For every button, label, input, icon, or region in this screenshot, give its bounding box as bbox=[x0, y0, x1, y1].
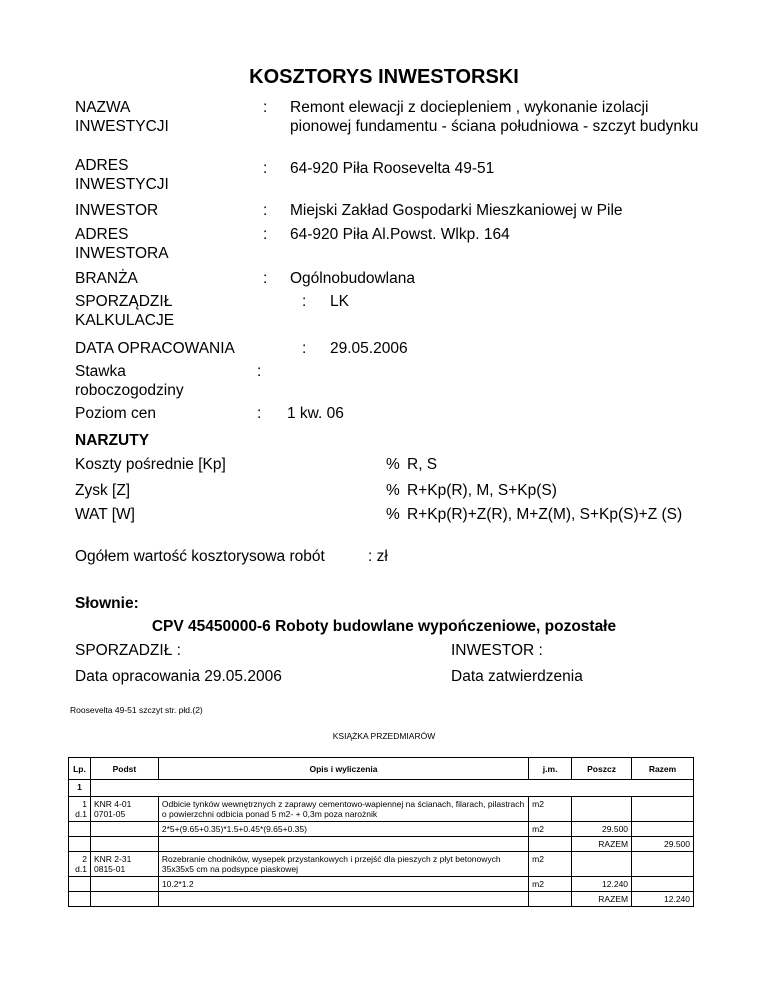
branza-value: Ogólnobudowlana bbox=[290, 270, 415, 287]
narzuty-heading: NARZUTY bbox=[75, 432, 150, 449]
colon: : bbox=[263, 202, 268, 219]
item-razem bbox=[632, 797, 694, 822]
item-opis: Rozebranie chodników, wysepek przystankowych i przejść dla pieszych z płyt betonowych 35x35x5 cm na podsypce piaskowej bbox=[158, 852, 528, 877]
item-razem bbox=[632, 877, 694, 892]
stawka-label: Stawka roboczogodziny bbox=[75, 363, 184, 399]
adres-inwestora-label: ADRES INWESTORA bbox=[75, 226, 169, 262]
nazwa-value: Remont elewacji z dociepleniem , wykonanie izolacji pionowej fundamentu - ściana południowa - szczyt budynku bbox=[290, 99, 699, 135]
przedmiar-table bbox=[68, 757, 694, 907]
colon: : bbox=[302, 293, 307, 310]
adres-inwestycji-label: ADRES INWESTYCJI bbox=[75, 157, 169, 193]
data-opracowania-signature: Data opracowania 29.05.2006 bbox=[75, 668, 282, 685]
narzut-label: WAT [W] bbox=[75, 506, 135, 523]
data-zatwierdzenia: Data zatwierdzenia bbox=[451, 668, 583, 685]
item-calc: 10.2*1.2 bbox=[158, 877, 528, 892]
razem-label: RAZEM bbox=[572, 837, 632, 852]
item-poszcz bbox=[572, 852, 632, 877]
table-row bbox=[69, 822, 694, 837]
colon: : bbox=[263, 99, 268, 116]
colon: : bbox=[263, 226, 268, 243]
col-header-jm: j.m. bbox=[529, 758, 572, 780]
empty-cell bbox=[69, 877, 91, 892]
narzut-label: Zysk [Z] bbox=[75, 482, 131, 499]
ogolem-unit: : zł bbox=[368, 548, 388, 565]
item-razem bbox=[632, 852, 694, 877]
table-row bbox=[69, 797, 694, 822]
item-jm: m2 bbox=[529, 797, 572, 822]
col-header-razem: Razem bbox=[632, 758, 694, 780]
empty-cell bbox=[158, 892, 528, 907]
item-podst: KNR 4-01 0701-05 bbox=[90, 797, 158, 822]
razem-value: 12.240 bbox=[632, 892, 694, 907]
col-header-lp: Lp. bbox=[69, 758, 91, 780]
empty-cell bbox=[69, 892, 91, 907]
item-poszcz: 12.240 bbox=[572, 877, 632, 892]
table-row bbox=[69, 852, 694, 877]
narzut-label: Koszty pośrednie [Kp] bbox=[75, 456, 226, 473]
adres-inwestycji-value: 64-920 Piła Roosevelta 49-51 bbox=[290, 160, 495, 177]
colon: : bbox=[257, 405, 262, 422]
colon: : bbox=[263, 160, 268, 177]
razem-value: 29.500 bbox=[632, 837, 694, 852]
colon: : bbox=[257, 363, 262, 380]
adres-inwestora-value: 64-920 Piła Al.Powst. Wlkp. 164 bbox=[290, 226, 510, 243]
data-opracowania-value: 29.05.2006 bbox=[330, 340, 408, 357]
ogolem-label: Ogółem wartość kosztorysowa robót bbox=[75, 548, 325, 565]
colon: : bbox=[263, 270, 268, 287]
sporzadzil-signature: SPORZADZIŁ : bbox=[75, 642, 181, 659]
item-poszcz bbox=[572, 797, 632, 822]
branza-label: BRANŻA bbox=[75, 270, 138, 287]
item-lp: 2 d.1 bbox=[69, 852, 91, 877]
razem-label: RAZEM bbox=[572, 892, 632, 907]
col-header-opis: Opis i wyliczenia bbox=[158, 758, 528, 780]
empty-cell bbox=[69, 822, 91, 837]
section-cell bbox=[90, 780, 693, 797]
item-calc-jm: m2 bbox=[529, 822, 572, 837]
sporzadzil-value: LK bbox=[330, 293, 349, 310]
narzut-unit: % bbox=[386, 506, 400, 523]
item-jm: m2 bbox=[529, 852, 572, 877]
section-row bbox=[69, 780, 694, 797]
cpv-line: CPV 45450000-6 Roboty budowlane wypończeniowe, pozostałe bbox=[151, 618, 617, 635]
empty-cell bbox=[90, 822, 158, 837]
document-title: KOSZTORYS INWESTORSKI bbox=[249, 66, 519, 88]
item-calc-jm: m2 bbox=[529, 877, 572, 892]
inwestor-signature: INWESTOR : bbox=[451, 642, 543, 659]
empty-cell bbox=[90, 877, 158, 892]
empty-cell bbox=[529, 837, 572, 852]
item-lp: 1 d.1 bbox=[69, 797, 91, 822]
col-header-podst: Podst bbox=[90, 758, 158, 780]
nazwa-label: NAZWA INWESTYCJI bbox=[75, 99, 169, 135]
item-poszcz: 29.500 bbox=[572, 822, 632, 837]
poziom-cen-value: 1 kw. 06 bbox=[287, 405, 344, 422]
empty-cell bbox=[90, 837, 158, 852]
section-number: 1 bbox=[69, 780, 91, 797]
empty-cell bbox=[69, 837, 91, 852]
table-row bbox=[69, 837, 694, 852]
item-opis: Odbicie tynków wewnętrznych z zaprawy cementowo-wapiennej na ścianach, filarach, pilastrach o powierzchni odbicia ponad 5 m2- + 0,3m poza narożnik bbox=[158, 797, 528, 822]
item-podst: KNR 2-31 0815-01 bbox=[90, 852, 158, 877]
narzut-formula: R+Kp(R)+Z(R), M+Z(M), S+Kp(S)+Z (S) bbox=[407, 506, 683, 523]
document-reference: Roosevelta 49-51 szczyt str. płd.(2) bbox=[70, 705, 203, 715]
narzut-formula: R+Kp(R), M, S+Kp(S) bbox=[407, 482, 557, 499]
narzut-unit: % bbox=[386, 456, 400, 473]
narzut-unit: % bbox=[386, 482, 400, 499]
item-razem bbox=[632, 822, 694, 837]
narzut-formula: R, S bbox=[407, 456, 438, 473]
item-calc: 2*5+(9.65+0.35)*1.5+0.45*(9.65+0.35) bbox=[158, 822, 528, 837]
empty-cell bbox=[158, 837, 528, 852]
data-opracowania-label: DATA OPRACOWANIA bbox=[75, 340, 235, 357]
ksiazka-przedmiarow-title: KSIĄŻKA PRZEDMIARÓW bbox=[332, 731, 436, 741]
empty-cell bbox=[529, 892, 572, 907]
poziom-cen-label: Poziom cen bbox=[75, 405, 156, 422]
empty-cell bbox=[90, 892, 158, 907]
col-header-poszcz: Poszcz bbox=[572, 758, 632, 780]
table-header-row bbox=[69, 758, 694, 780]
sporzadzil-label: SPORZĄDZIŁ KALKULACJE bbox=[75, 293, 175, 329]
colon: : bbox=[302, 340, 307, 357]
slownie-label: Słownie: bbox=[75, 595, 139, 612]
inwestor-label: INWESTOR bbox=[75, 202, 159, 219]
inwestor-value: Miejski Zakład Gospodarki Mieszkaniowej w Pile bbox=[290, 202, 623, 219]
table-row bbox=[69, 877, 694, 892]
table-row bbox=[69, 892, 694, 907]
